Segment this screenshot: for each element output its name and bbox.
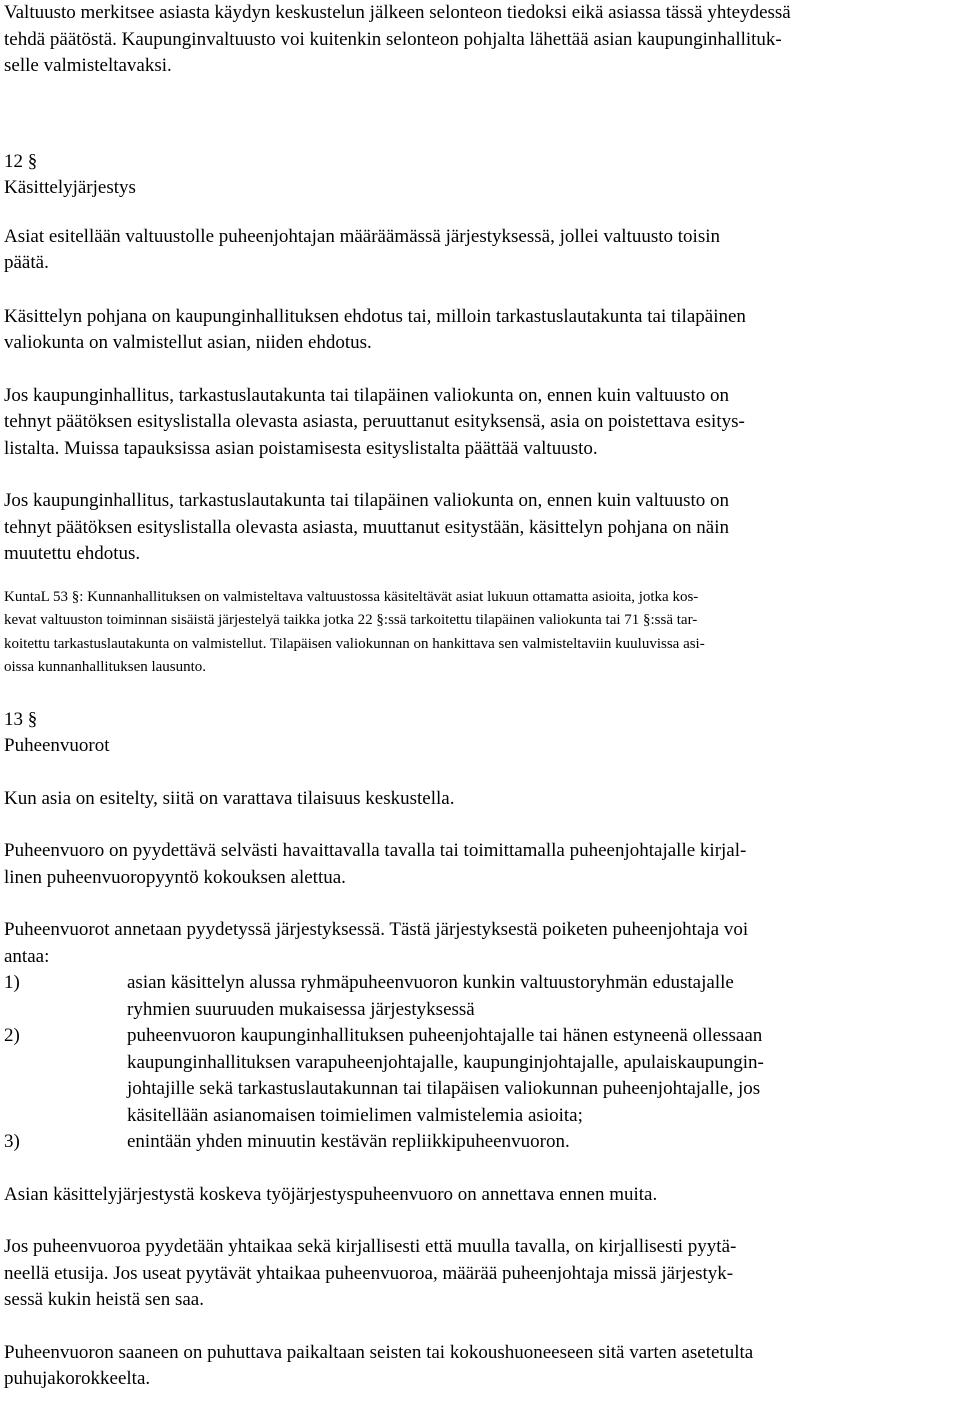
section-12-paragraph-1: Asiat esitellään valtuustolle puheenjohtajan määräämässä järjestyksessä, jollei valtuusto toisin päätä. xyxy=(4,225,721,273)
list-item-number: 1) xyxy=(4,972,20,993)
section-13-paragraph-3: Puheenvuorot annetaan pyydetyssä järjestyksessä. Tästä järjestyksestä poiketen puheenjohtaja voi antaa: xyxy=(4,919,749,967)
list-item-text: enintään yhden minuutin kestävän repliikkipuheenvuoron. xyxy=(127,1131,570,1152)
section-13-paragraph-6: Puheenvuoron saaneen on puhuttava paikaltaan seisten tai kokoushuoneeseen sitä varten asetetulta puhujakorokkeelta. xyxy=(4,1341,754,1389)
section-12-number: 12 § xyxy=(4,150,38,172)
kuntalaki-note: KuntaL 53 §: Kunnanhallituksen on valmisteltava valtuustossa käsiteltävät asiat lukuun ottamatta asioita, jotka kos- kevat valtuuston toiminnan sisäistä järjestelyä taikka jotka 22 §:ssä tarkoitettu tilapäinen valiokunta tai 71 §:ssä tar- koitettu tarkastuslautakunta on valmistellut. Tilapäisen valiokunnan on hankittava sen valmisteltaviin kuuluvissa asi- oissa kunnanhallituksen lausunto. xyxy=(4,588,705,675)
list-item-number: 2) xyxy=(4,1025,20,1046)
section-13-number: 13 § xyxy=(4,708,38,730)
intro-paragraph: Valtuusto merkitsee asiasta käydyn keskustelun jälkeen selonteon tiedoksi eikä asiassa tässä yhteydessä tehdä päätöstä. Kaupunginvaltuusto voi kuitenkin selonteon pohjalta lähettää asian kaupunginhallituk- selle valmisteltavaksi. xyxy=(4,2,791,76)
section-13-paragraph-2: Puheenvuoro on pyydettävä selvästi havaittavalla tavalla tai toimittamalla puheenjohtajalle kirjal- linen puheenvuoropyyntö kokouksen alettua. xyxy=(4,840,747,888)
list-item-text: puheenvuoron kaupunginhallituksen puheenjohtajalle tai hänen estyneenä ollessaan kaupunginhallituksen varapuheenjohtajalle, kaupunginjohtajalle, apulaiskaupungin- johtajille sekä tarkastuslautakunnan tai tilapäisen valiokunnan puheenjohtajalle, jos käsitellään asianomaisen toimielimen valmistelemia asioita; xyxy=(127,1025,764,1126)
list-item xyxy=(4,1023,924,1129)
section-13-paragraph-4: Asian käsittelyjärjestystä koskeva työjärjestyspuheenvuoro on annettava ennen muita. xyxy=(4,1183,658,1205)
list-item-text: asian käsittelyn alussa ryhmäpuheenvuoron kunkin valtuustoryhmän edustajalle ryhmien suuruuden mukaisessa järjestyksessä xyxy=(127,972,734,1020)
section-13-title: Puheenvuorot xyxy=(4,735,110,756)
section-13-paragraph-5: Jos puheenvuoroa pyydetään yhtaikaa sekä kirjallisesti että muulla tavalla, on kirjallisesti pyytä- neellä etusija. Jos useat pyytävät yhtaikaa puheenvuoroa, määrää puheenjohtaja missä järjestyk- sessä kukin heistä sen saa. xyxy=(4,1236,737,1310)
speaking-turn-list xyxy=(4,970,924,1156)
list-item xyxy=(4,1129,924,1156)
section-12-title: Käsittelyjärjestys xyxy=(4,177,136,198)
section-12-paragraph-3: Jos kaupunginhallitus, tarkastuslautakunta tai tilapäinen valiokunta on, ennen kuin valtuusto on tehnyt päätöksen esityslistalla olevasta asiasta, peruuttanut esityksensä, asia on poistettava esitys- listalta. Muissa tapauksissa asian poistamisesta esityslistalta päättää valtuusto. xyxy=(4,384,745,459)
section-12-paragraph-4: Jos kaupunginhallitus, tarkastuslautakunta tai tilapäinen valiokunta on, ennen kuin valtuusto on tehnyt päätöksen esityslistalla olevasta asiasta, muuttanut esitystään, käsittelyn pohjana on näin muutettu ehdotus. xyxy=(4,490,730,564)
list-item-number: 3) xyxy=(4,1131,20,1152)
section-13-paragraph-1: Kun asia on esitelty, siitä on varattava tilaisuus keskustella. xyxy=(4,787,455,809)
document-page xyxy=(4,0,924,1393)
list-item xyxy=(4,970,924,1023)
section-12-paragraph-2: Käsittelyn pohjana on kaupunginhallituksen ehdotus tai, milloin tarkastuslautakunta tai tilapäinen valiokunta on valmistellut asian, niiden ehdotus. xyxy=(4,305,746,353)
